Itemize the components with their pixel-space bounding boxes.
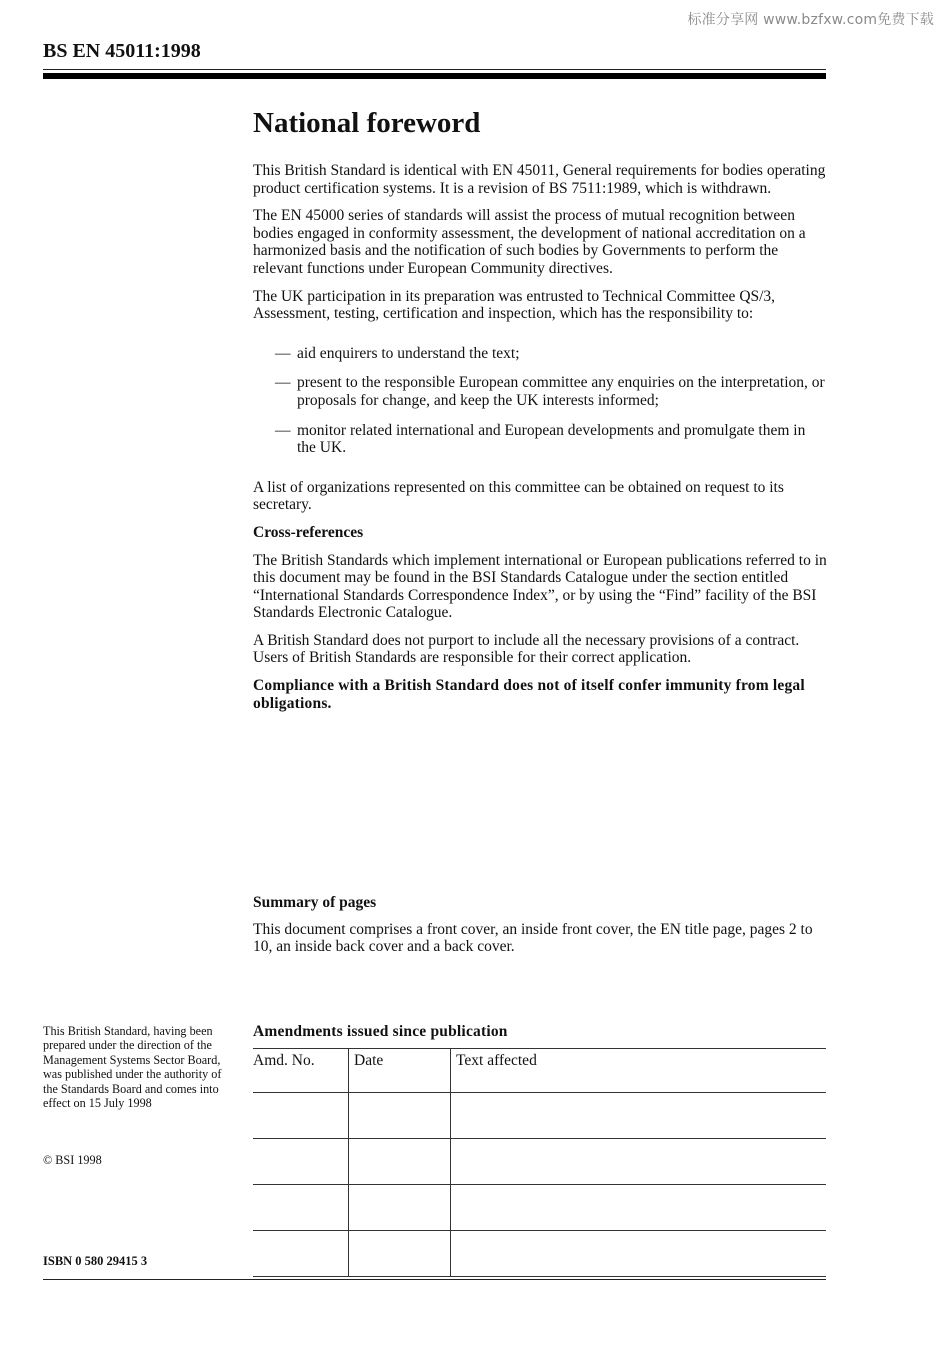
paragraph-participation: The UK participation in its preparation was entrusted to Technical Committee QS/3, Assessment, testing, certification and inspection, which has the responsibility to: <box>253 287 776 323</box>
table-row <box>253 1231 826 1277</box>
list-item <box>253 374 828 409</box>
table-cell <box>349 1185 451 1231</box>
summary-section <box>253 894 828 965</box>
dash-mark: — <box>275 374 291 392</box>
table-cell <box>349 1231 451 1277</box>
list-item <box>253 345 828 363</box>
table-cell <box>451 1093 827 1139</box>
column-header-date: Date <box>349 1049 451 1093</box>
responsibility-list <box>253 345 828 457</box>
footer-rule <box>43 1279 826 1280</box>
amendments-title: Amendments issued since publication <box>253 1023 508 1040</box>
table-cell <box>451 1139 827 1185</box>
watermark-text: 标准分享网 www.bzfxw.com免费下载 <box>687 12 934 28</box>
cross-references-heading: Cross-references <box>253 523 364 541</box>
paragraph-series: The EN 45000 series of standards will assist the process of mutual recognition between bodies engaged in conformity assessment, the development of national accreditation on a harmonized basis and the notification of such bodies by Governments to perform the relevant functions under European Community directives. <box>253 207 806 277</box>
table-cell <box>253 1231 349 1277</box>
table-header-row <box>253 1049 826 1093</box>
table-cell <box>253 1093 349 1139</box>
header-rule-thin <box>43 69 826 70</box>
list-item-text: monitor related international and European developments and promulgate them in the UK. <box>297 421 806 457</box>
table-cell <box>253 1139 349 1185</box>
list-item-text: aid enquirers to understand the text; <box>297 344 520 362</box>
paragraph-committee-list: A list of organizations represented on this committee can be obtained on request to its secretary. <box>253 478 784 514</box>
table-cell <box>451 1185 827 1231</box>
header-rule-thick <box>43 73 826 79</box>
document-id: BS EN 45011:1998 <box>43 40 201 62</box>
column-header-amd-no: Amd. No. <box>253 1049 349 1093</box>
dash-mark: — <box>275 421 291 439</box>
copyright: © BSI 1998 <box>43 1153 102 1167</box>
list-item <box>253 422 828 457</box>
publication-note: This British Standard, having been prepared under the direction of the Management Systems Sector Board, was published under the authority of the Standards Board and comes into effect on 15 July 1998 <box>43 1024 222 1111</box>
amendments-table <box>253 1048 826 1277</box>
table-cell <box>253 1185 349 1231</box>
dash-mark: — <box>275 344 291 362</box>
isbn: ISBN 0 580 29415 3 <box>43 1254 148 1268</box>
paragraph-identity: This British Standard is identical with EN 45011, General requirements for bodies operating product certification systems. It is a revision of BS 7511:1989, which is withdrawn. <box>253 162 826 197</box>
table-cell <box>349 1093 451 1139</box>
paragraph-crossref: The British Standards which implement international or European publications referred to in this document may be found in the BSI Standards Catalogue under the section entitled “International Standards Correspondence Index”, or by using the “Find” facility of the BSI Standards Electronic Catalogue. <box>253 551 827 622</box>
paragraph-contract: A British Standard does not purport to include all the necessary provisions of a contract. Users of British Standards are responsible for their correct application. <box>253 631 800 667</box>
table-cell <box>451 1231 827 1277</box>
summary-text: This document comprises a front cover, an inside front cover, the EN title page, pages 2 to 10, an inside back cover and a back cover. <box>253 920 813 956</box>
column-header-text-affected: Text affected <box>451 1049 827 1093</box>
page-title: National foreword <box>253 107 481 139</box>
list-item-text: present to the responsible European committee any enquiries on the interpretation, or proposals for change, and keep the UK interests informed; <box>297 374 825 409</box>
table-row <box>253 1139 826 1185</box>
table-cell <box>349 1139 451 1185</box>
summary-heading: Summary of pages <box>253 894 377 911</box>
compliance-statement: Compliance with a British Standard does not of itself confer immunity from legal obligations. <box>253 677 805 712</box>
foreword-body <box>253 105 828 722</box>
table-row <box>253 1093 826 1139</box>
table-row <box>253 1185 826 1231</box>
